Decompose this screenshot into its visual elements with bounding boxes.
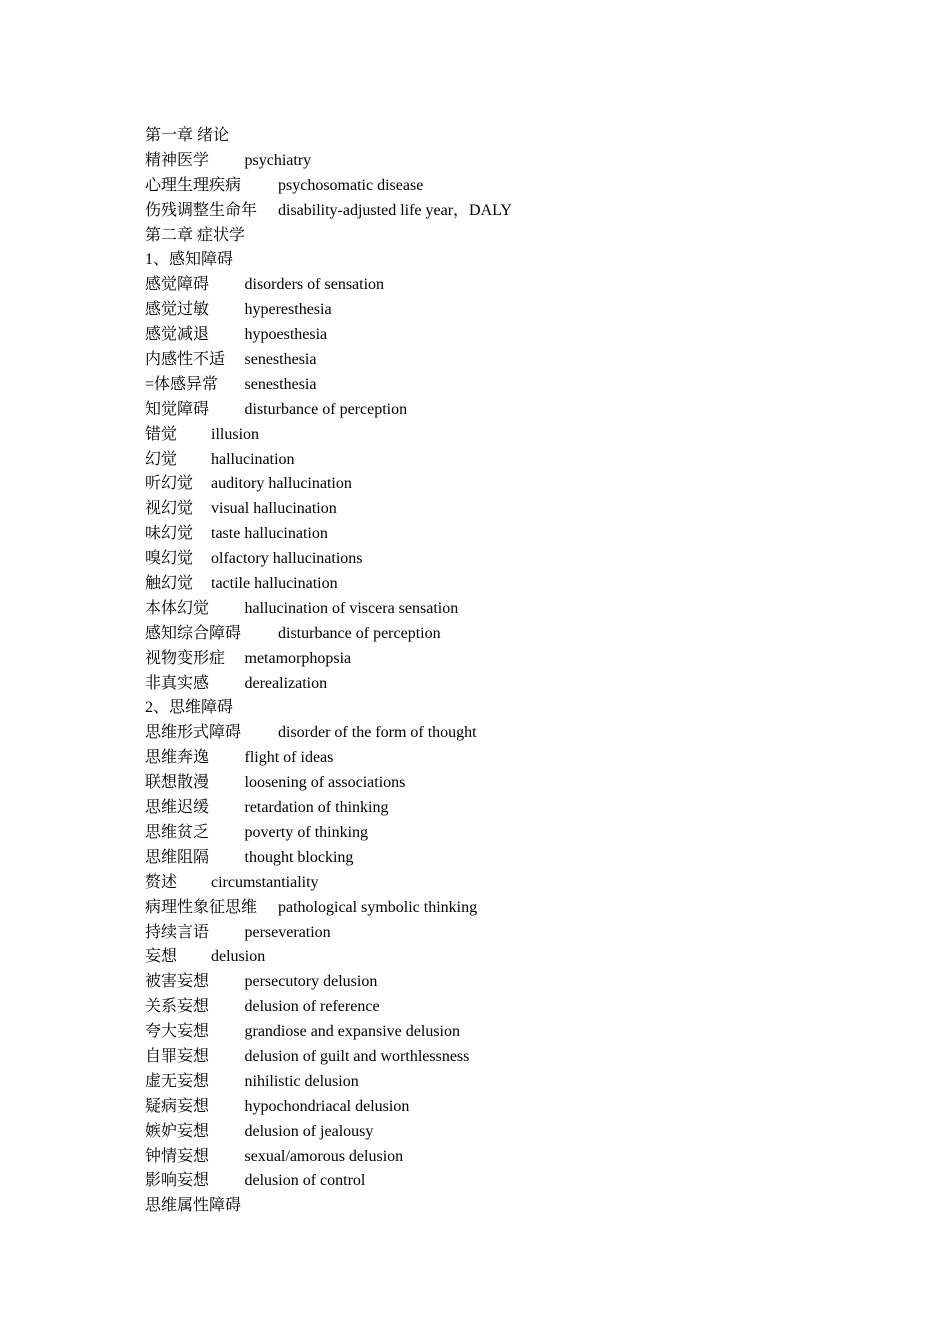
term-row (145, 448, 845, 473)
term-english: illusion (211, 425, 260, 443)
term-row (145, 522, 845, 547)
term-chinese: 虚无妄想 (145, 1072, 210, 1090)
term-row (145, 796, 845, 821)
term-chinese: 思维阻隔 (145, 848, 210, 866)
section-heading: 第一章 绪论 (145, 127, 230, 144)
term-chinese: 联想散漫 (145, 774, 210, 792)
term-row (145, 647, 845, 672)
term-english: taste hallucination (211, 525, 328, 543)
term-english: hypoesthesia (244, 326, 328, 344)
term-english: visual hallucination (211, 500, 337, 518)
term-row (145, 597, 845, 622)
term-row (145, 896, 845, 921)
term-row (145, 771, 845, 796)
term-english: delusion of guilt and worthlessness (244, 1047, 470, 1065)
term-english: nihilistic delusion (244, 1072, 359, 1090)
term-chinese: 妄想 (145, 948, 178, 966)
term-chinese: 非真实感 (145, 674, 210, 692)
term-chinese: 感知综合障碍 (145, 624, 242, 642)
term-row (145, 472, 845, 497)
term-chinese: 触幻觉 (145, 575, 194, 593)
term-chinese: 病理性象征思维 (145, 898, 258, 916)
term-english: retardation of thinking (244, 799, 389, 817)
term-chinese: 视幻觉 (145, 500, 194, 518)
term-english: perseveration (244, 923, 331, 941)
term-english: hypochondriacal delusion (244, 1097, 410, 1115)
document-page (145, 124, 845, 1219)
term-chinese: 内感性不适 (145, 351, 226, 369)
term-row (145, 348, 845, 373)
term-chinese: 知觉障碍 (145, 400, 210, 418)
term-chinese: =体感异常 (145, 375, 219, 393)
term-english: disorders of sensation (244, 276, 385, 294)
term-row (145, 672, 845, 697)
term-row (145, 846, 845, 871)
term-row (145, 995, 845, 1020)
term-row (145, 622, 845, 647)
term-chinese: 疑病妄想 (145, 1097, 210, 1115)
term-english: delusion (211, 948, 266, 966)
term-english: psychosomatic disease (278, 176, 424, 194)
term-row (145, 174, 845, 199)
term-english: hallucination of viscera sensation (244, 599, 459, 617)
term-chinese: 思维贫乏 (145, 823, 210, 841)
term-row (145, 497, 845, 522)
term-chinese: 视物变形症 (145, 649, 226, 667)
term-row (145, 1070, 845, 1095)
section-heading: 思维属性障碍 (145, 1197, 242, 1215)
term-english: psychiatry (244, 151, 312, 169)
term-english: delusion of reference (244, 998, 380, 1016)
term-row (145, 1145, 845, 1170)
term-chinese: 关系妄想 (145, 998, 210, 1016)
term-row (145, 970, 845, 995)
term-english: delusion of control (244, 1172, 366, 1190)
term-row (145, 373, 845, 398)
term-chinese: 持续言语 (145, 923, 210, 941)
term-chinese: 钟情妄想 (145, 1147, 210, 1165)
term-chinese: 本体幻觉 (145, 599, 210, 617)
term-chinese: 心理生理疾病 (145, 176, 242, 194)
term-row (145, 1095, 845, 1120)
term-chinese: 味幻觉 (145, 525, 194, 543)
term-english: loosening of associations (244, 774, 406, 792)
term-row (145, 871, 845, 896)
term-english: metamorphopsia (244, 649, 352, 667)
term-chinese: 听幻觉 (145, 475, 194, 493)
term-chinese: 思维迟缓 (145, 799, 210, 817)
term-chinese: 感觉减退 (145, 326, 210, 344)
term-chinese: 自罪妄想 (145, 1047, 210, 1065)
term-row (145, 1045, 845, 1070)
term-chinese: 思维奔逸 (145, 749, 210, 767)
term-english: pathological symbolic thinking (278, 898, 478, 916)
term-chinese: 影响妄想 (145, 1172, 210, 1190)
section-heading: 1、感知障碍 (145, 251, 234, 269)
term-english: disorder of the form of thought (278, 724, 477, 742)
term-english: thought blocking (244, 848, 354, 866)
term-row (145, 547, 845, 572)
term-chinese: 感觉过敏 (145, 301, 210, 319)
term-row (145, 821, 845, 846)
term-chinese: 赘述 (145, 873, 178, 891)
term-chinese: 夸大妄想 (145, 1023, 210, 1041)
term-english: circumstantiality (211, 873, 319, 891)
section-heading: 第二章 症状学 (145, 226, 246, 244)
term-english: disturbance of perception (278, 624, 441, 642)
term-english: olfactory hallucinations (211, 550, 363, 568)
term-chinese: 伤残调整生命年 (145, 201, 258, 219)
term-english: grandiose and expansive delusion (244, 1023, 460, 1041)
term-english: disturbance of perception (244, 400, 408, 418)
term-english: hyperesthesia (244, 301, 332, 319)
term-chinese: 被害妄想 (145, 973, 210, 991)
term-row (145, 273, 845, 298)
term-english: flight of ideas (244, 749, 334, 767)
term-row (145, 199, 845, 224)
term-row (145, 298, 845, 323)
term-english: senesthesia (244, 375, 317, 393)
term-english: sexual/amorous delusion (244, 1147, 404, 1165)
term-english: tactile hallucination (211, 575, 338, 593)
term-english: auditory hallucination (211, 475, 352, 493)
term-chinese: 思维形式障碍 (145, 724, 242, 742)
term-row (145, 572, 845, 597)
term-chinese: 感觉障碍 (145, 276, 210, 294)
term-english: disability-adjusted life year，DALY (278, 201, 512, 219)
term-english: persecutory delusion (244, 973, 378, 991)
term-row (145, 323, 845, 348)
term-chinese: 嫉妒妄想 (145, 1122, 210, 1140)
term-english: hallucination (211, 450, 295, 468)
term-english: derealization (244, 674, 328, 692)
term-chinese: 精神医学 (145, 151, 210, 169)
term-row (145, 746, 845, 771)
term-english: poverty of thinking (244, 823, 369, 841)
term-row (145, 721, 845, 746)
term-row (145, 1120, 845, 1145)
term-row (145, 1020, 845, 1045)
term-row (145, 1169, 845, 1194)
term-chinese: 幻觉 (145, 450, 178, 468)
term-row (145, 149, 845, 174)
section-heading: 2、思维障碍 (145, 699, 234, 717)
term-english: senesthesia (244, 351, 317, 369)
term-english: delusion of jealousy (244, 1122, 374, 1140)
term-row (145, 945, 845, 970)
term-row (145, 398, 845, 423)
term-chinese: 嗅幻觉 (145, 550, 194, 568)
term-row (145, 921, 845, 946)
term-chinese: 错觉 (145, 425, 178, 443)
term-row (145, 423, 845, 448)
